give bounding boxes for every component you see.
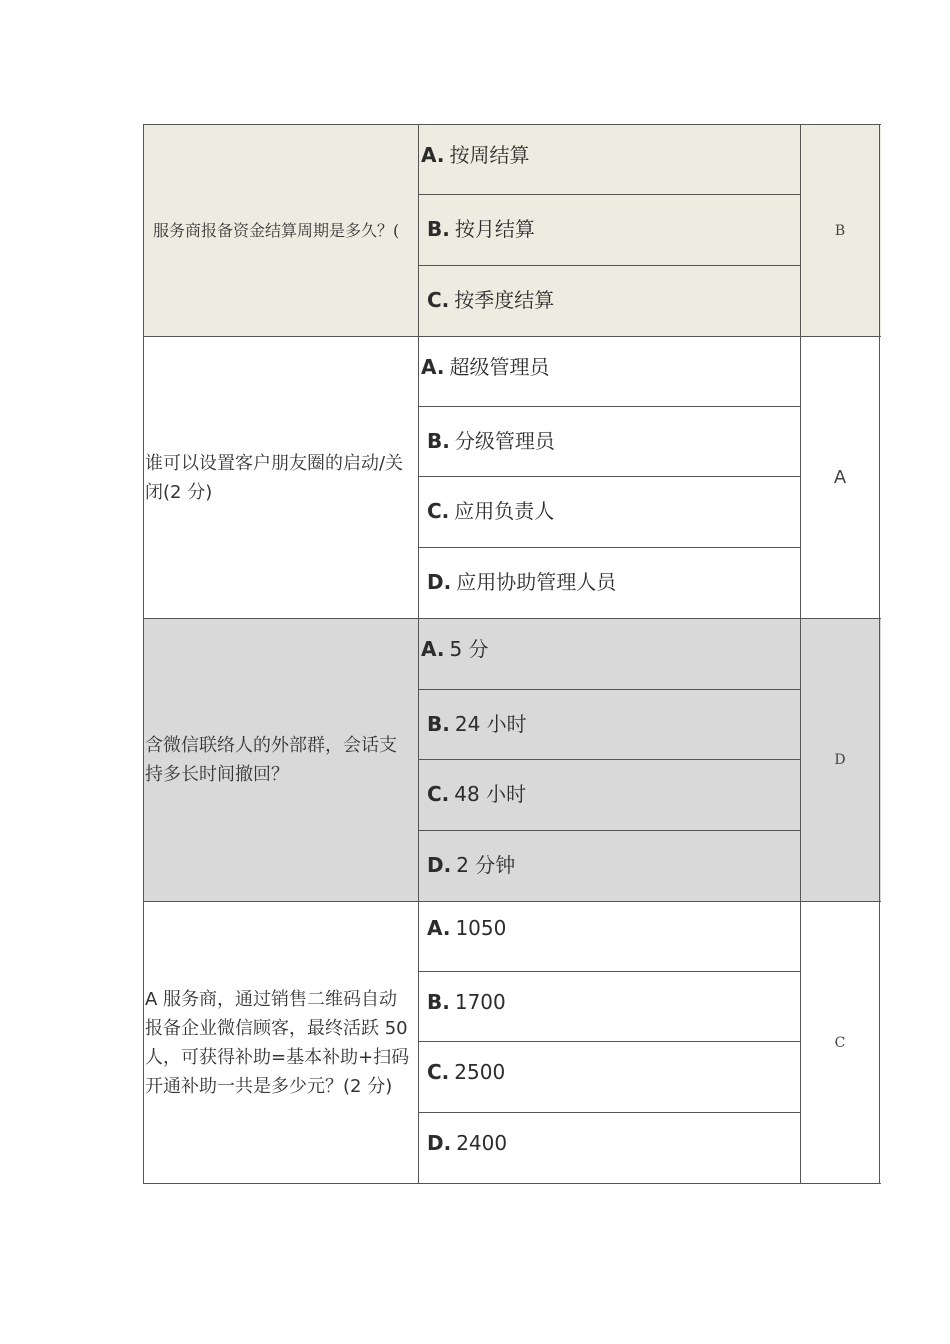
option-b: B. 1700 xyxy=(419,972,800,1042)
option-c: C. 按季度结算 xyxy=(427,287,555,312)
question-row xyxy=(144,902,881,1184)
question-text: 含微信联络人的外部群，会话支持多长时间撤回？ xyxy=(145,735,397,785)
option-b: B. 分级管理员 xyxy=(419,407,800,477)
answer-cell: A xyxy=(801,337,880,618)
option-b: B. 按月结算 xyxy=(419,195,800,265)
options-cell xyxy=(419,619,801,901)
question-text: A 服务商，通过销售二维码自动报备企业微信顾客，最终活跃 50 人，可获得补助=基本补助+扫码开通补助一共是多少元？(2 分) xyxy=(145,988,410,1097)
option-a: A. 5 分 xyxy=(419,619,800,690)
question-row xyxy=(144,125,881,337)
question-text: 谁可以设置客户朋友圈的启动/关闭(2 分) xyxy=(145,452,404,503)
option-c: C. 48 小时 xyxy=(419,760,800,831)
option-a: A. 按周结算 xyxy=(419,125,800,195)
question-cell xyxy=(144,125,419,336)
question-cell xyxy=(144,619,419,901)
option-c: C. 2500 xyxy=(419,1042,800,1112)
option-b: B. 24 小时 xyxy=(419,690,800,761)
answer-cell: B xyxy=(801,125,880,336)
option-d: D. 应用协助管理人员 xyxy=(427,569,617,594)
option-a: A. 1050 xyxy=(419,902,800,972)
question-row xyxy=(144,337,881,619)
options-cell xyxy=(419,337,801,618)
options-cell xyxy=(419,125,801,336)
question-cell xyxy=(144,902,419,1183)
question-row xyxy=(144,619,881,902)
answer-cell: D xyxy=(801,619,880,901)
option-d: D. 2400 xyxy=(427,1130,508,1155)
option-a: A. 超级管理员 xyxy=(419,337,800,407)
option-c: C. 应用负责人 xyxy=(419,477,800,547)
question-cell xyxy=(144,337,419,618)
answer-cell: C xyxy=(801,902,880,1183)
quiz-table xyxy=(143,124,881,1184)
options-cell xyxy=(419,902,801,1183)
question-text: 服务商报备资金结算周期是多久？( xyxy=(153,220,400,240)
option-d: D. 2 分钟 xyxy=(427,852,516,877)
